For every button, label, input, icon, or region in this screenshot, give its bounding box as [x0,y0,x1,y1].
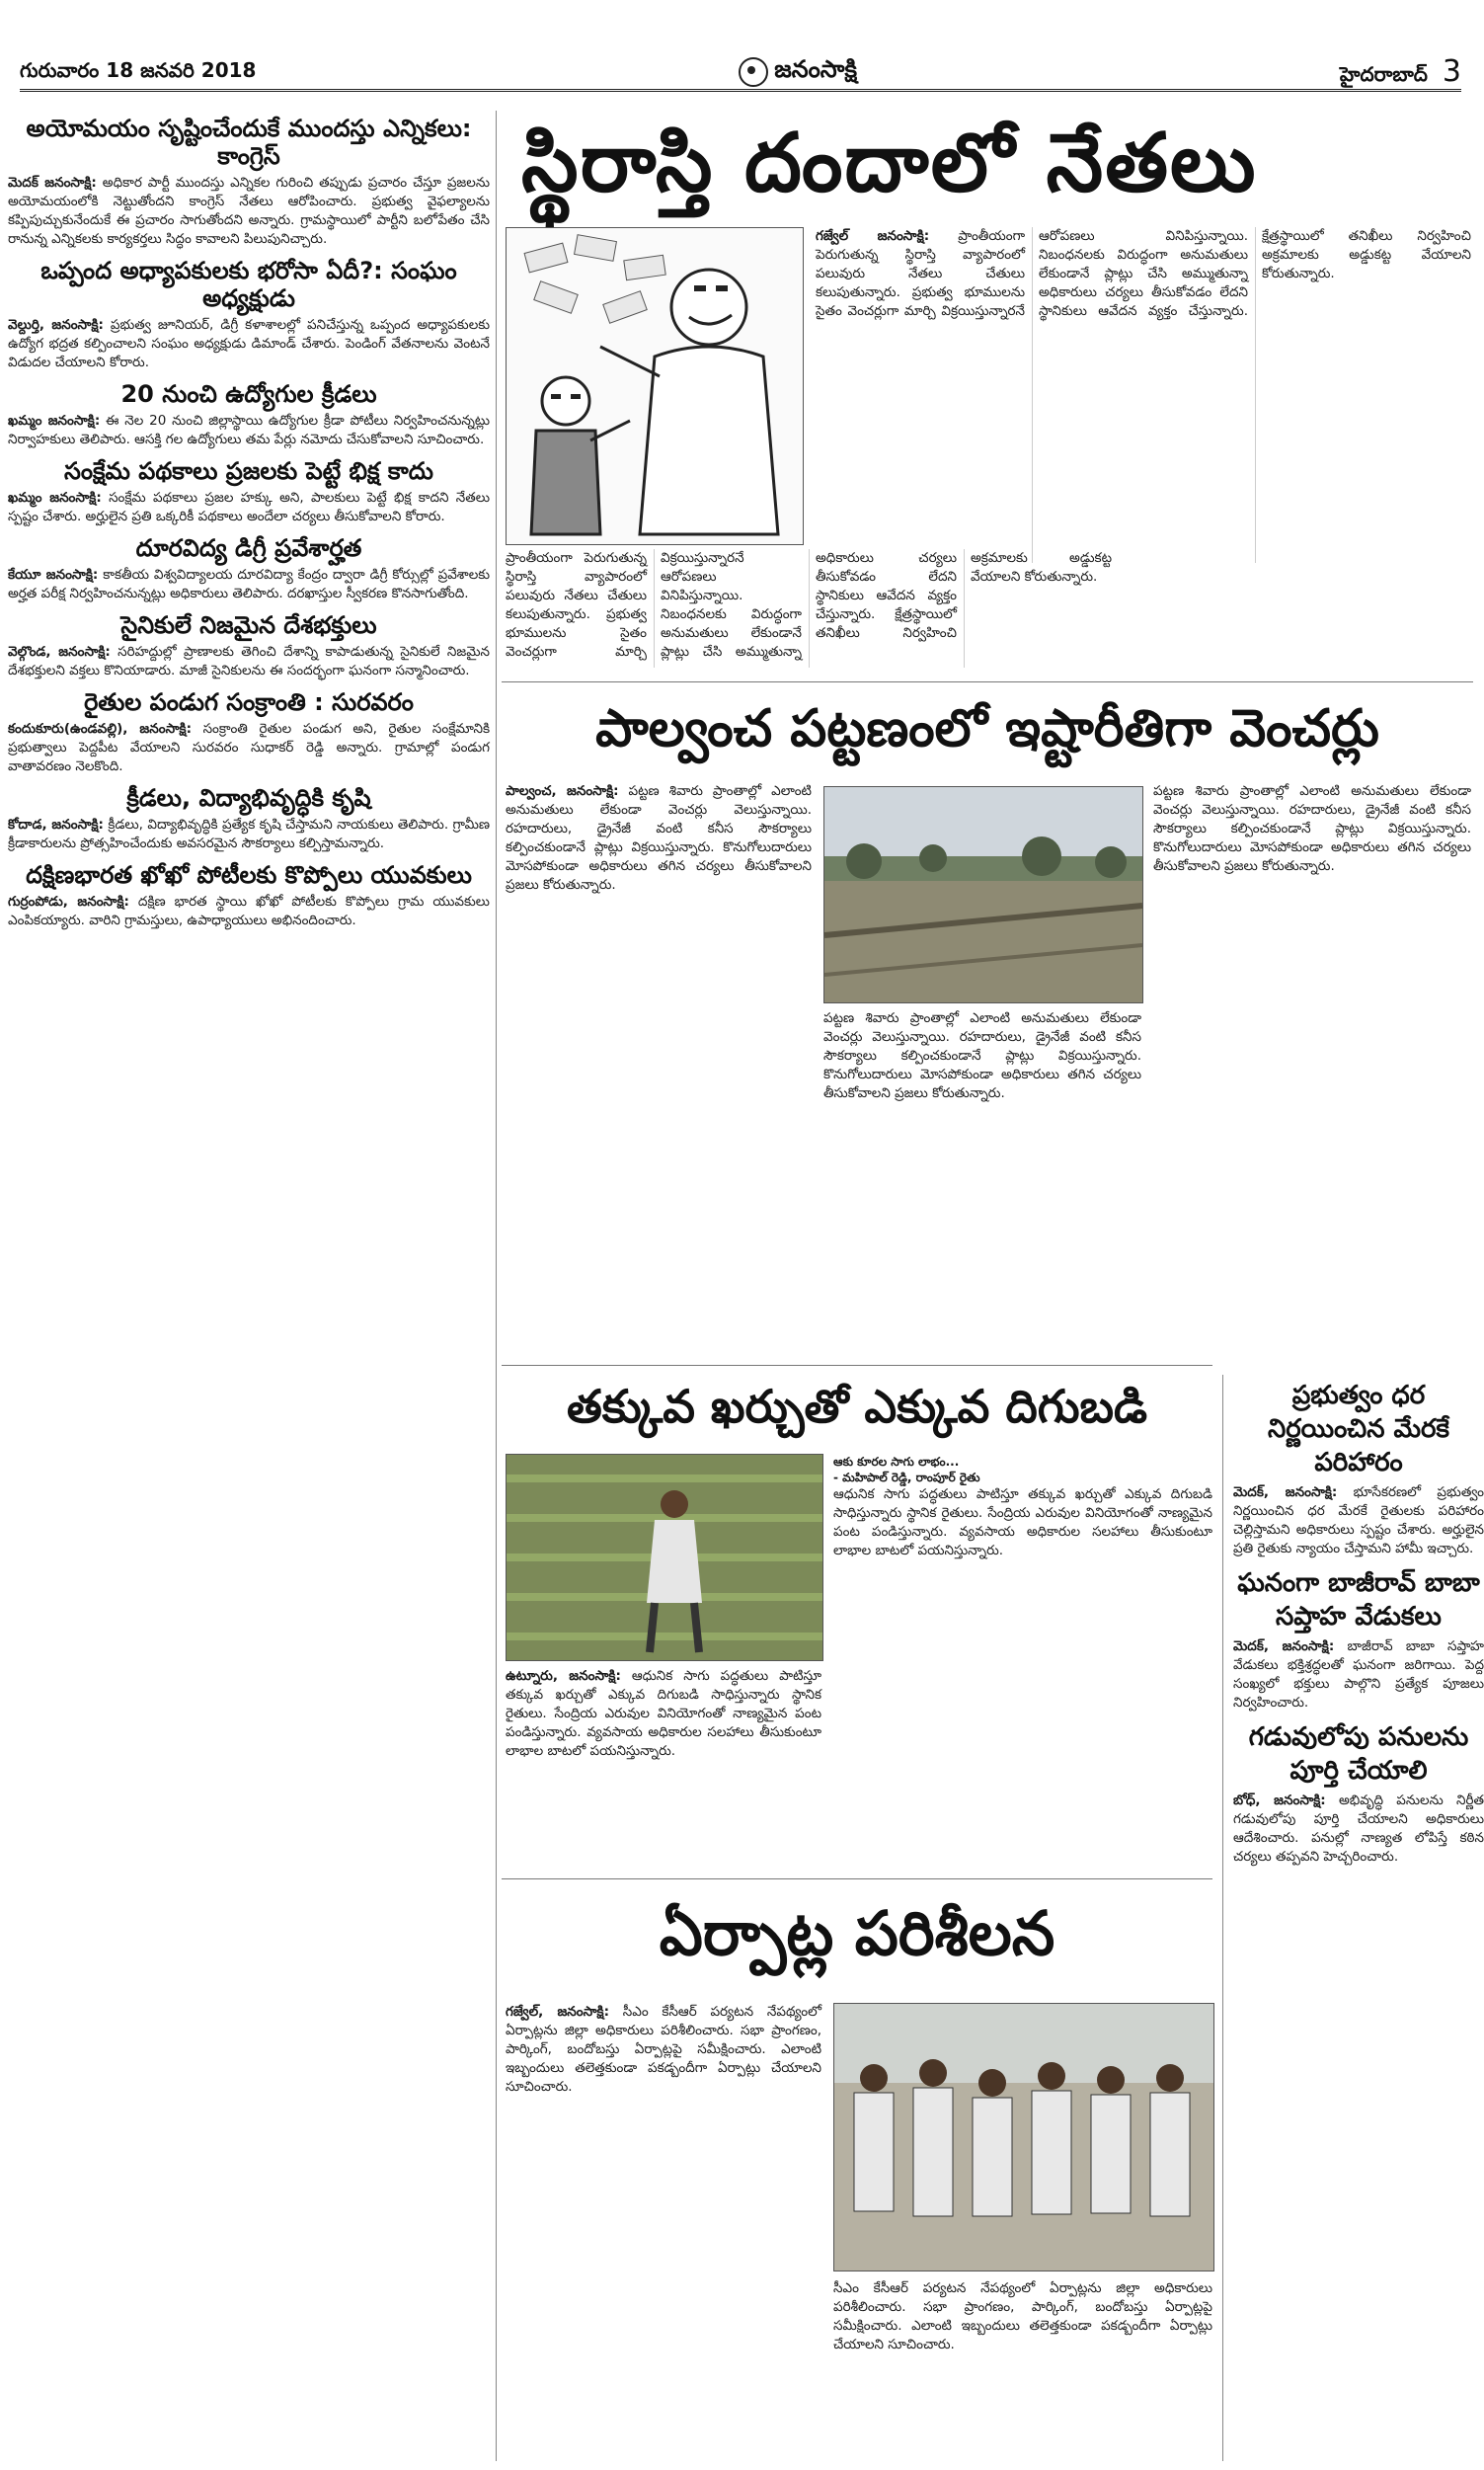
side-body [1233,1792,1484,1867]
article-text: సరిహద్దుల్లో ప్రాణాలకు తెగించి దేశాన్ని కాపాడుతున్న సైనికులే నిజమైన దేశభక్తులని వక్తలు కొనియాడారు. మాజీ సైనికులను ఈ సందర్భంగా ఘనంగా సన్మానించారు. [8,644,490,678]
article-text: అధికార పార్టీ ముందస్తు ఎన్నికల గురించి తప్పుడు ప్రచారం చేస్తూ ప్రజలను అయోమయంలోకి నెట్టుతోందని కాంగ్రెస్ నేతలు ఆరోపించారు. ప్రభుత్వ వైఫల్యాలను కప్పిపుచ్చుకునేందుకే ఈ ప్రచారం సాగుతోందని అన్నారు. గ్రామస్థాయిలో పార్టీని బలోపేతం చేసి రానున్న ఎన్నికలకు కార్యకర్తలు సిద్ధం కావాలని పిలుపునిచ్చారు. [8,175,491,247]
article-text: సంక్షేమ పథకాలు ప్రజల హక్కు అని, పాలకులు పెట్టే భిక్ష కాదని నేతలు స్పష్టం చేశారు. అర్హులైన ప్రతి ఒక్కరికీ పథకాలు అందేలా చర్యలు తీసుకోవాలని కోరారు. [8,490,490,524]
side-headline: గడువులోపు పనులను పూర్తి చేయాలి [1248,1722,1469,1786]
article-dateline: గుర్రంపోడు, జనంసాక్షి: [8,894,129,910]
article-body [8,316,490,372]
masthead-logo-icon [739,57,768,87]
cartoon-illustration [507,228,803,544]
article-text: క్రీడలు, విద్యాభివృద్ధికి ప్రత్యేక కృషి చేస్తామని నాయకులు తెలిపారు. గ్రామీణ క్రీడాకారులను ప్రోత్సహించేందుకు అవసరమైన సౌకర్యాలు కల్పిస్తామన్నారు. [8,817,490,851]
article-headline: సంక్షేమ పథకాలు ప్రజలకు పెట్టే భిక్ష కాదు [64,457,433,485]
article-body [8,643,490,680]
side-dateline: మెదక్, జనంసాక్షి: [1233,1484,1338,1500]
article-dateline: వెల్దుర్తి, జనంసాక్షి: [8,317,104,333]
left-news-column [8,111,497,2461]
article-headline: దూరవిద్య డిగ్రీ ప్రవేశార్హత [135,534,362,562]
article-body [8,412,490,449]
left-article [8,534,490,603]
story3-text-continued: ఆధునిక సాగు పద్ధతులు పాటిస్తూ తక్కువ ఖర్చుతో ఎక్కువ దిగుబడి సాధిస్తున్నారు స్థానిక రైతులు. సేంద్రియ ఎరువుల వినియోగంతో నాణ్యమైన పంట పండిస్తున్నారు. వ్యవసాయ అధికారుల సలహాలు తీసుకుంటూ లాభాల బాటలో పయనిస్తున్నారు. [833,1486,1212,1558]
side-article [1233,1566,1484,1713]
side-text: బాజీరావ్ బాబా సప్తాహ వేడుకలు భక్తిశ్రద్ధలతో ఘనంగా జరిగాయి. పెద్ద సంఖ్యలో భక్తులు పాల్గొని ప్రత్యేక పూజలు నిర్వహించారు. [1233,1638,1484,1711]
edition-info [1340,54,1461,91]
left-article [8,115,490,249]
side-text: అభివృద్ధి పనులను నిర్ణీత గడువులోపు పూర్తి చేయాలని అధికారులు ఆదేశించారు. పనుల్లో నాణ్యత లోపిస్తే కఠిన చర్యలు తప్పవని హెచ్చరించారు. [1233,1793,1484,1865]
story2-body-left [506,782,812,1355]
story2-photo [823,786,1143,1003]
story4-text-continued: సీఎం కేసీఆర్ పర్యటన నేపథ్యంలో ఏర్పాట్లను జిల్లా అధికారులు పరిశీలించారు. సభా ప్రాంగణం, పార్కింగ్, బందోబస్తు ఏర్పాట్లపై సమీక్షించారు. ఎలాంటి ఇబ్బందులు తలెత్తకుండా పకడ్బందీగా ఏర్పాట్లు చేయాలని సూచించారు. [833,2280,1212,2352]
lead-cartoon [506,227,804,545]
story4-headline-block [502,1888,1212,1987]
page-number: 3 [1442,53,1461,89]
story3-body-left [506,1667,821,1865]
story3-quote-by: - మహిపాల్ రెడ్డి, రాంపూర్ రైతు [833,1471,980,1484]
article-dateline: మెదక్ జనంసాక్షి: [8,175,97,191]
story2-text-continued: పట్టణ శివారు ప్రాంతాల్లో ఎలాంటి అనుమతులు లేకుండా వెంచర్లు వెలుస్తున్నాయి. రహదారులు, డ్రైనేజీ వంటి కనీస సౌకర్యాలు కల్పించకుండానే ప్లాట్లు విక్రయిస్తున్నారు. కొనుగోలుదారులు మోసపోకుండా అధికారులు తగిన చర్యలు తీసుకోవాలని ప్రజలు కోరుతున్నారు. [1153,783,1471,874]
story2-text-continued: పట్టణ శివారు ప్రాంతాల్లో ఎలాంటి అనుమతులు లేకుండా వెంచర్లు వెలుస్తున్నాయి. రహదారులు, డ్రైనేజీ వంటి కనీస సౌకర్యాలు కల్పించకుండానే ప్లాట్లు విక్రయిస్తున్నారు. కొనుగోలుదారులు మోసపోకుండా అధికారులు తగిన చర్యలు తీసుకోవాలని ప్రజలు కోరుతున్నారు. [823,1010,1141,1101]
masthead-title: జనంసాక్షి [774,55,858,83]
edition-city: హైదరాబాద్ [1339,61,1428,86]
article-dateline: వెల్గొండ, జనంసాక్షి: [8,644,111,660]
article-text: సంక్రాంతి రైతుల పండుగ అని, రైతుల సంక్షేమానికి ప్రభుత్వాలు పెద్దపీట వేయాలని సురవరం సుధాకర్ రెడ్డి అన్నారు. గ్రామాల్లో పండుగ వాతావరణం నెలకొంది. [8,721,490,774]
story2-headline-block [502,693,1473,772]
story4-headline: ఏర్పాట్ల పరిశీలన [659,1897,1055,1969]
lead-text: ప్రాంతీయంగా పెరుగుతున్న స్థిరాస్తి వ్యాపారంలో పలువురు నేతలు చేతులు కలుపుతున్నారు. ప్రభుత్వ భూములను సైతం వెంచర్లుగా మార్చి విక్రయిస్తున్నారనే ఆరోపణలు వినిపిస్తున్నాయి. నిబంధనలకు విరుద్ధంగా అనుమతులు లేకుండానే ప్లాట్లు చేసి అమ్ముతున్నా అధికారులు చర్యలు తీసుకోవడం లేదని స్థానికులు ఆవేదన వ్యక్తం చేస్తున్నారు. క్షేత్రస్థాయిలో తనిఖీలు నిర్వహించి అక్రమాలకు అడ్డుకట్ట వేయాలని కోరుతున్నారు. [816,228,1471,319]
right-news-area [502,111,1484,2461]
story4-body-continued [833,2279,1212,2457]
side-news-column [1222,1375,1484,2461]
left-article [8,457,490,526]
article-headline: అయోమయం సృష్టించేందుకే ముందస్తు ఎన్నికలు: కాంగ్రెస్ [26,115,472,170]
story3-text: ఆధునిక సాగు పద్ధతులు పాటిస్తూ తక్కువ ఖర్చుతో ఎక్కువ దిగుబడి సాధిస్తున్నారు స్థానిక రైతులు. సేంద్రియ ఎరువుల వినియోగంతో నాణ్యమైన పంట పండిస్తున్నారు. వ్యవసాయ అధికారుల సలహాలు తీసుకుంటూ లాభాల బాటలో పయనిస్తున్నారు. [506,1668,822,1759]
lead-headline: స్థిరాస్తి దందాలో నేతలు [521,117,1258,210]
page-header [20,53,1461,92]
article-dateline: కోదాడ, జనంసాక్షి: [8,817,104,833]
lead-text-continued: ప్రాంతీయంగా పెరుగుతున్న స్థిరాస్తి వ్యాపారంలో పలువురు నేతలు చేతులు కలుపుతున్నారు. ప్రభుత్వ భూములను సైతం వెంచర్లుగా మార్చి విక్రయిస్తున్నారనే ఆరోపణలు వినిపిస్తున్నాయి. నిబంధనలకు విరుద్ధంగా అనుమతులు లేకుండానే ప్లాట్లు చేసి అమ్ముతున్నా అధికారులు చర్యలు తీసుకోవడం లేదని స్థానికులు ఆవేదన వ్యక్తం చేస్తున్నారు. క్షేత్రస్థాయిలో తనిఖీలు నిర్వహించి అక్రమాలకు అడ్డుకట్ట వేయాలని కోరుతున్నారు. [506,550,1112,660]
land-photo [824,787,1142,1002]
story2-body-middle [823,1009,1141,1355]
side-article [1233,1379,1484,1558]
article-headline: సైనికులే నిజమైన దేశభక్తులు [120,611,377,639]
side-dateline: బోధ్, జనంసాక్షి: [1233,1793,1326,1808]
side-body [1233,1483,1484,1558]
officials-photo [834,2004,1213,2271]
article-text: ఈ నెల 20 నుంచి జిల్లాస్థాయి ఉద్యోగుల క్రీడా పోటీలు నిర్వహించనున్నట్లు నిర్వాహకులు తెలిపారు. ఆసక్తి గల ఉద్యోగులు తమ పేర్లు నమోదు చేసుకోవాలని సూచించారు. [8,413,490,447]
article-text: దక్షిణ భారత స్థాయి ఖోఖో పోటీలకు కొప్పోలు గ్రామ యువకులు ఎంపికయ్యారు. వారిని గ్రామస్తులు, ఉపాధ్యాయులు అభినందించారు. [8,894,490,928]
side-headline: ప్రభుత్వం ధర నిర్ణయించిన మేరకే పరిహారం [1267,1381,1449,1477]
side-text: భూసేకరణలో ప్రభుత్వం నిర్ణయించిన ధర మేరకే రైతులకు పరిహారం చెల్లిస్తామని అధికారులు స్పష్టం చేశారు. అర్హులైన ప్రతి రైతుకు న్యాయం చేస్తామని హామీ ఇచ్చారు. [1233,1484,1484,1556]
left-article [8,611,490,680]
lead-story-body-left [506,549,1112,668]
divider [502,681,1473,682]
article-headline: దక్షిణభారత ఖోఖో పోటీలకు కొప్పోలు యువకులు [26,861,472,889]
left-article [8,257,490,372]
lead-dateline: గజ్వేల్ జనంసాక్షి: [816,228,930,244]
article-body [8,720,490,776]
issue-date: గురువారం 18 జనవరి 2018 [20,57,257,82]
article-text: కాకతీయ విశ్వవిద్యాలయ దూరవిద్యా కేంద్రం ద్వారా డిగ్రీ కోర్సుల్లో ప్రవేశాలకు అర్హత పరీక్ష నిర్వహించనున్నట్లు అధికారులు తెలిపారు. దరఖాస్తుల స్వీకరణ కొనసాగుతోంది. [8,567,491,601]
left-article [8,784,490,853]
story4-text: సీఎం కేసీఆర్ పర్యటన నేపథ్యంలో ఏర్పాట్లను జిల్లా అధికారులు పరిశీలించారు. సభా ప్రాంగణం, పార్కింగ్, బందోబస్తు ఏర్పాట్లపై సమీక్షించారు. ఎలాంటి ఇబ్బందులు తలెత్తకుండా పకడ్బందీగా ఏర్పాట్లు చేయాలని సూచించారు. [506,2004,821,2095]
article-body [8,816,490,853]
story3-photo [506,1454,823,1661]
article-headline: క్రీడలు, విద్యాభివృద్ధికి కృషి [126,784,371,812]
story4-photo [833,2003,1214,2271]
article-body [8,489,490,526]
lead-story-body-right [816,227,1471,563]
divider [502,1365,1212,1366]
left-article [8,380,490,449]
side-body [1233,1637,1484,1713]
article-body [8,566,490,603]
lead-headline-block [502,111,1473,224]
side-dateline: మెదక్, జనంసాక్షి: [1233,1638,1335,1654]
article-body [8,893,490,930]
article-headline: 20 నుంచి ఉద్యోగుల క్రీడలు [120,380,377,408]
story3-headline-block [502,1375,1212,1444]
divider [502,1878,1212,1879]
article-dateline: కందుకూరు(ఉండవల్లి), జనంసాక్షి: [8,721,192,737]
article-dateline: కేయూ జనంసాక్షి: [8,567,99,583]
story2-text: పట్టణ శివారు ప్రాంతాల్లో ఎలాంటి అనుమతులు లేకుండా వెంచర్లు వెలుస్తున్నాయి. రహదారులు, డ్రైనేజీ వంటి కనీస సౌకర్యాలు కల్పించకుండానే ప్లాట్లు విక్రయిస్తున్నారు. కొనుగోలుదారులు మోసపోకుండా అధికారులు తగిన చర్యలు తీసుకోవాలని ప్రజలు కోరుతున్నారు. [506,783,812,893]
article-headline: ఒప్పంద అధ్యాపకులకు భరోసా ఏదీ?: సంఘం అధ్యక్షుడు [40,257,457,312]
story3-headline: తక్కువ ఖర్చుతో ఎక్కువ దిగుబడి [566,1380,1148,1433]
article-headline: రైతుల పండుగ సంక్రాంతి : సురవరం [84,688,414,716]
article-dateline: ఖమ్మం జనంసాక్షి: [8,413,101,429]
story3-caption: ఆకు కూరల సాగు లాభం... [833,1455,960,1469]
article-dateline: ఖమ్మం జనంసాక్షి: [8,490,102,506]
story4-dateline: గజ్వేల్, జనంసాక్షి: [506,2004,609,2020]
side-headline: ఘనంగా బాజీరావ్ బాబా సప్తాహ వేడుకలు [1237,1568,1480,1632]
left-article [8,688,490,776]
side-article [1233,1720,1484,1867]
story4-body [506,2003,821,2457]
story2-headline: పాల్వంచ పట్టణంలో ఇష్టారీతిగా వెంచర్లు [595,699,1379,758]
article-text: ప్రభుత్వ జూనియర్, డిగ్రీ కళాశాలల్లో పనిచేస్తున్న ఒప్పంద అధ్యాపకులకు ఉద్యోగ భద్రత కల్పించాలని సంఘం అధ్యక్షుడు డిమాండ్ చేశారు. పెండింగ్ వేతనాలను వెంటనే విడుదల చేయాలని కోరారు. [8,317,490,370]
story3-body-right [833,1454,1212,1865]
masthead [739,55,857,89]
farmer-photo [507,1455,822,1660]
story2-body-right [1153,782,1471,1355]
left-article [8,861,490,930]
story2-dateline: పాల్వంచ, జనంసాక్షి: [506,783,619,799]
article-body [8,174,490,249]
story3-dateline: ఉట్నూరు, జనంసాక్షి: [506,1668,621,1684]
